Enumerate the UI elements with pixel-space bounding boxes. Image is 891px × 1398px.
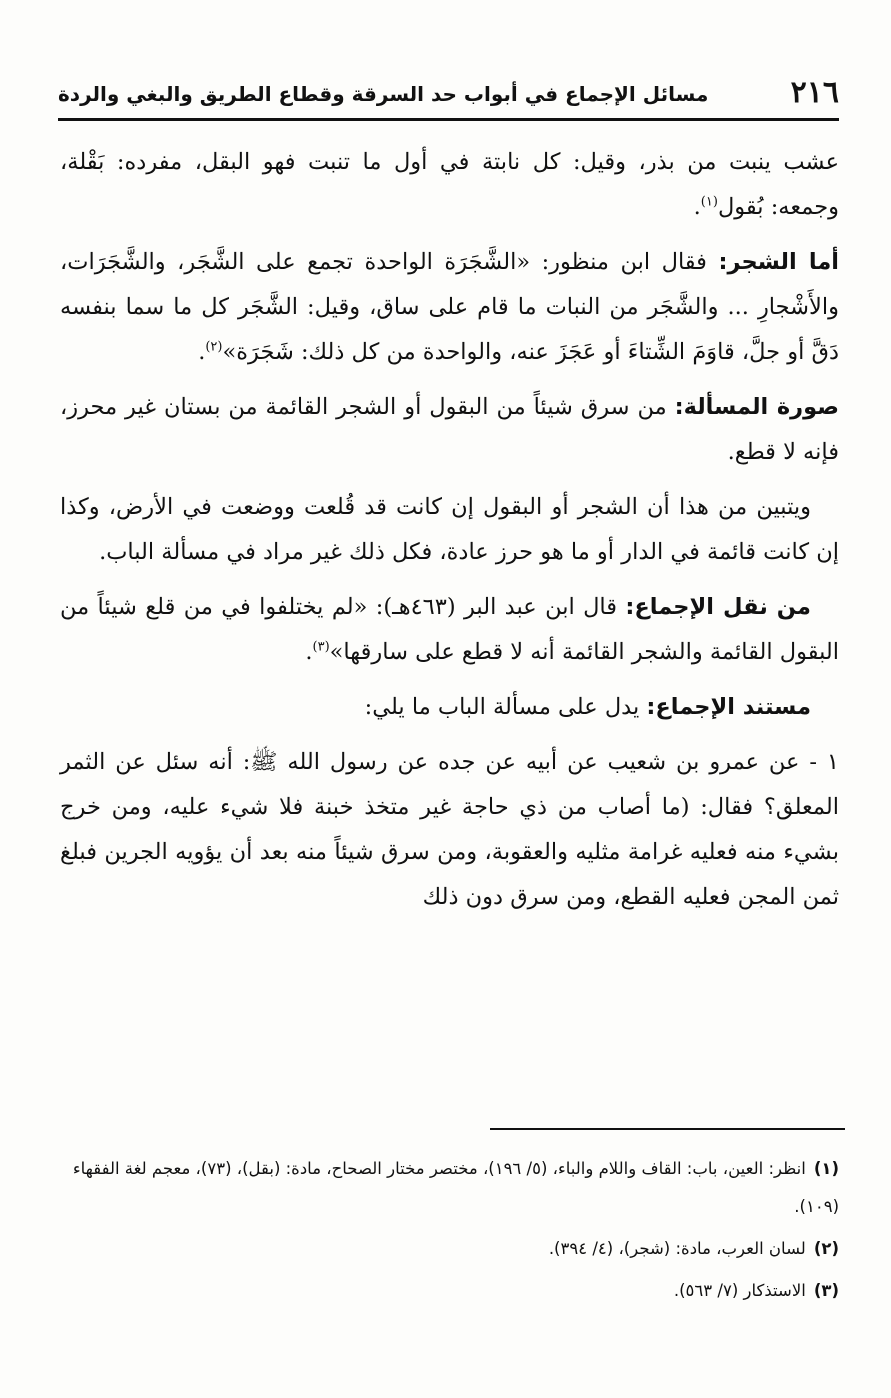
footnotes: [60, 1150, 839, 1314]
main-text: [60, 140, 839, 930]
footnote-mark-2: (٢): [813, 1239, 839, 1258]
running-title: مسائل الإجماع في أبواب حد السرقة وقطاع الطريق والبغي والردة: [58, 82, 709, 106]
paragraph-1-text: عشب ينبت من بذر، وقيل: كل نابتة في أول ما تنبت فهو البقل، مفرده: بَقْلة، وجمعه: بُقول: [60, 149, 839, 220]
paragraph-5-text: قال ابن عبد البر (٤٦٣هـ): «لم يختلفوا في من قلع شيئاً من البقول القائمة والشجر القائمة أنه لا قطع على سارقها»: [60, 594, 839, 665]
page-number: ٢١٦: [790, 75, 839, 110]
footnote-3: [60, 1272, 839, 1310]
footnote-divider: [490, 1128, 845, 1130]
footnote-ref-1: (١): [700, 194, 718, 210]
term-trees: أما الشجر:: [718, 249, 839, 275]
footnote-2: [60, 1230, 839, 1268]
footnote-mark-3: (٣): [813, 1281, 839, 1300]
page-header: [58, 62, 839, 121]
term-consensus-basis: مستند الإجماع:: [646, 694, 811, 720]
term-consensus-report: من نقل الإجماع:: [625, 594, 811, 620]
paragraph-2-text: فقال ابن منظور: «الشَّجَرَة الواحدة تجمع على الشَّجَر، والشَّجَرَات، والأَشْجارِ ... والشَّجَر من النبات ما قام على ساق، وقيل: الشَّجَر كل ما سما بنفسه دَقَّ أو جلَّ، قاوَمَ الشِّتاءَ أو عَجَزَ عنه، والواحدة من كل ذلك: شَجَرَة»: [60, 249, 839, 365]
paragraph-2: [60, 240, 839, 375]
list-item-1-text: عن عمرو بن شعيب عن أبيه عن جده عن رسول الله ﷺ: أنه سئل عن الثمر المعلق؟ فقال: (ما أصاب من ذي حاجة غير متخذ خبنة فلا شيء عليه، ومن خرج بشيء منه فعليه غرامة مثليه والعقوبة، ومن سرق شيئاً منه بعد أن يؤويه الجرين فبلغ ثمن المجن فعليه القطع، ومن سرق دون ذلك: [60, 749, 839, 910]
footnote-mark-1: (١): [813, 1159, 839, 1178]
paragraph-2-end: .: [198, 339, 206, 365]
footnote-text-3: الاستذكار (٧/ ٥٦٣).: [673, 1281, 806, 1300]
footnote-ref-2: (٢): [205, 339, 223, 355]
footnote-text-2: لسان العرب، مادة: (شجر)، (٤/ ٣٩٤).: [548, 1239, 806, 1258]
paragraph-4: ويتبين من هذا أن الشجر أو البقول إن كانت قد قُلعت ووضعت في الأرض، وكذا إن كانت قائمة في الدار أو ما هو حرز عادة، فكل ذلك غير مراد في مسألة الباب.: [60, 494, 839, 565]
footnote-text-1: انظر: العين، باب: القاف واللام والباء، (٥/ ١٩٦)، مختصر مختار الصحاح، مادة: (بقل)، (٧٣)، معجم لغة الفقهاء (١٠٩).: [72, 1159, 839, 1216]
list-item-number: ١ -: [809, 749, 839, 775]
paragraph-3-text: من سرق شيئاً من البقول أو الشجر القائمة من بستان غير محرز، فإنه لا قطع.: [60, 394, 839, 465]
paragraph-1: [60, 140, 839, 230]
footnote-1: [60, 1150, 839, 1226]
paragraph-5-end: .: [305, 639, 313, 665]
paragraph-1-end: .: [693, 194, 701, 220]
paragraph-3: [60, 385, 839, 475]
paragraph-5: [60, 585, 839, 675]
footnote-ref-3: (٣): [312, 639, 330, 655]
list-item-1: [60, 740, 839, 920]
paragraph-6-text: يدل على مسألة الباب ما يلي:: [364, 694, 647, 720]
paragraph-6: [60, 685, 839, 730]
term-case-description: صورة المسألة:: [674, 394, 839, 420]
